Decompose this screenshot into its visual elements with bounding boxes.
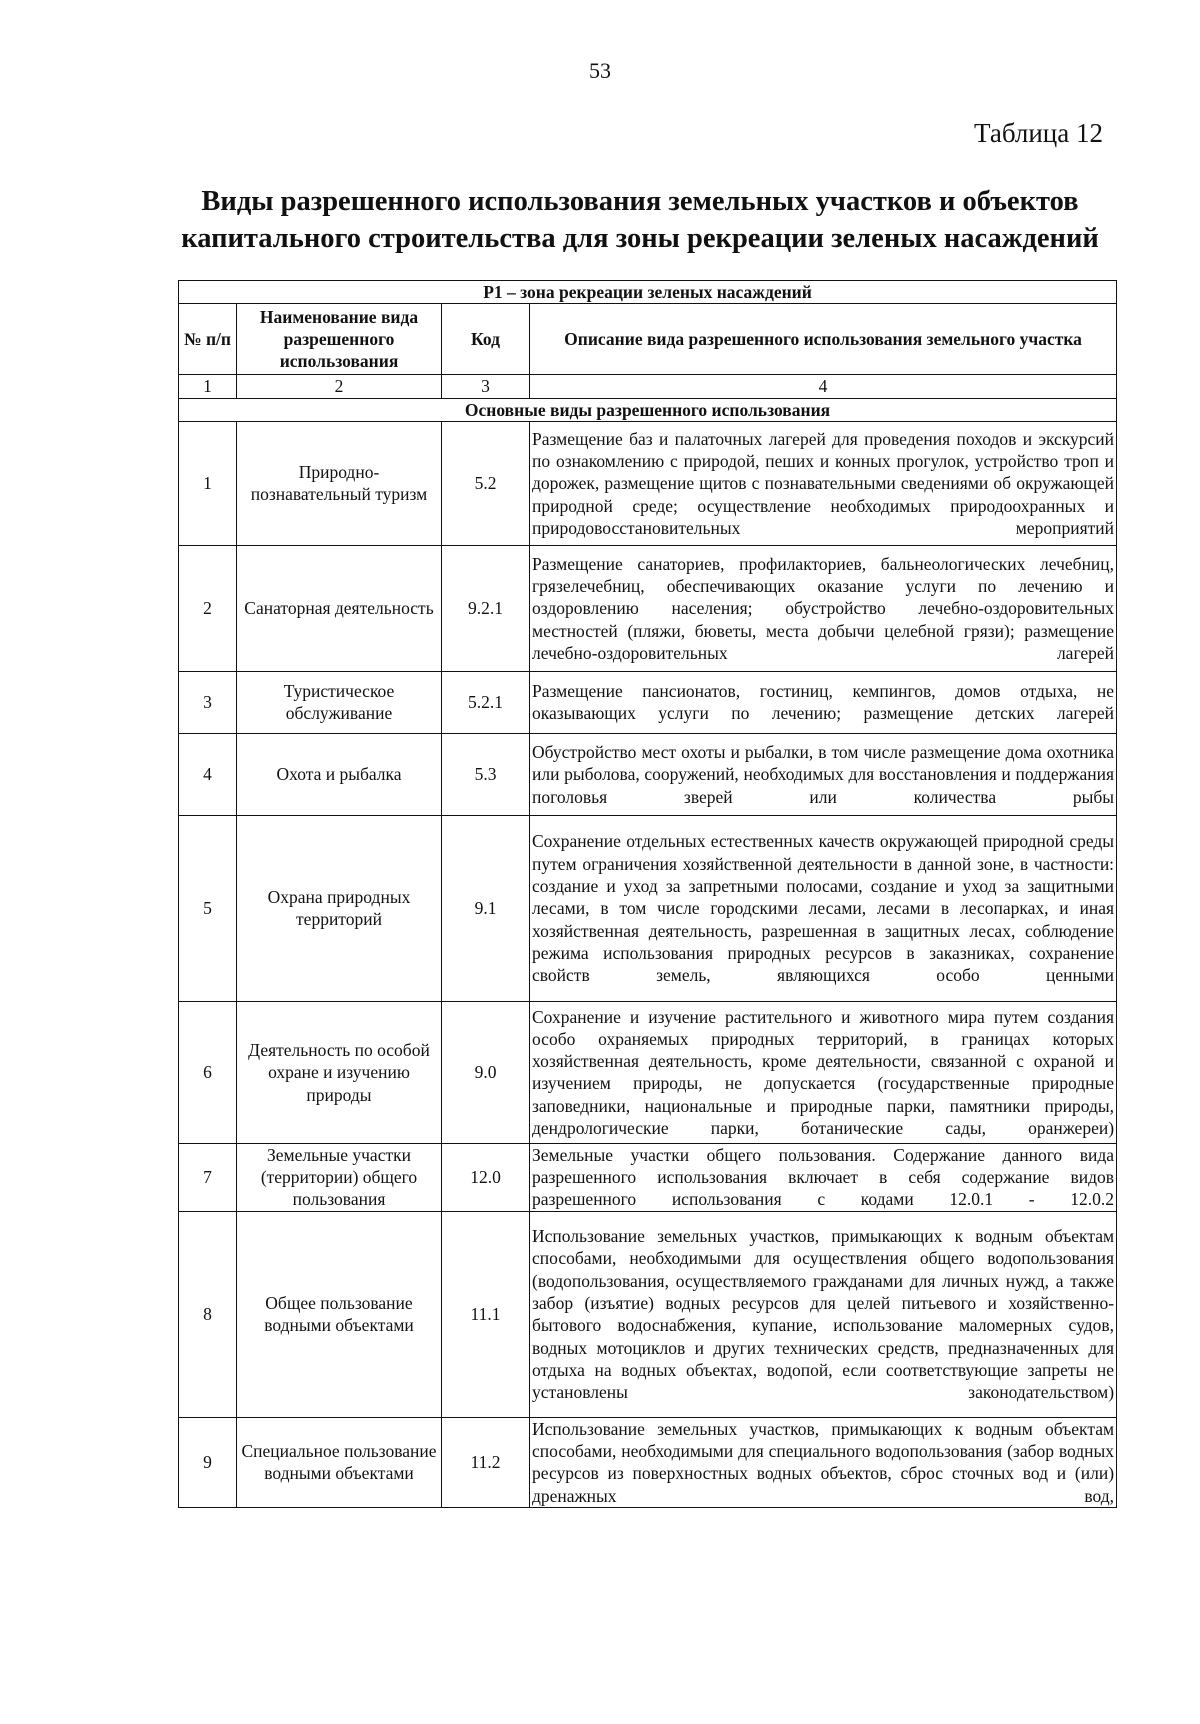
table-row [179, 545, 1117, 671]
page-number: 53 [589, 58, 611, 83]
use-type-code: 5.3 [442, 733, 530, 815]
use-type-description: Размещение пансионатов, гостиниц, кемпингов, домов отдыха, не оказывающих услуги по лечению; размещение детских лагерей [530, 671, 1117, 733]
row-number: 1 [179, 421, 237, 545]
header-name: Наименование вида разрешенного использования [237, 304, 442, 375]
use-type-description: Использование земельных участков, примыкающих к водным объектам способами, необходимыми для специального водопользования (забор водных ресурсов из поверхностных водных объектов, сброс сточных вод и (или) дренажных вод, [530, 1417, 1117, 1507]
use-type-name: Специальное пользование водными объектами [237, 1417, 442, 1507]
row-number: 5 [179, 815, 237, 1001]
use-type-name: Деятельность по особой охране и изучению природы [237, 1001, 442, 1143]
use-type-name: Охрана природных территорий [237, 815, 442, 1001]
use-type-code: 5.2 [442, 421, 530, 545]
use-type-code: 9.2.1 [442, 545, 530, 671]
table-row [179, 733, 1117, 815]
use-type-description: Размещение баз и палаточных лагерей для проведения походов и экскурсий по ознакомлению с природой, пеших и конных прогулок, устройство троп и дорожек, размещение щитов с познавательными сведениями об окружающей природной среде; осуществление необходимых природоохранных и природовосстановительных мероприятий [530, 421, 1117, 545]
row-number: 9 [179, 1417, 237, 1507]
use-type-name: Туристическое обслуживание [237, 671, 442, 733]
use-type-code: 11.1 [442, 1211, 530, 1417]
row-number: 8 [179, 1211, 237, 1417]
use-type-name: Общее пользование водными объектами [237, 1211, 442, 1417]
header-row [179, 304, 1117, 375]
title-line: Виды разрешенного использования земельных участков и объектов [201, 186, 1079, 217]
use-type-description: Сохранение отдельных естественных качеств окружающей природной среды путем ограничения хозяйственной деятельности в данной зоне, в частности: создание и уход за запретными полосами, создание и уход за защитными лесами, в том числе городскими лесами, лесами в лесопарках, и иная хозяйственная деятельность, разрешенная в защитных лесах, соблюдение режима использования природных ресурсов в заказниках, сохранение свойств земель, являющихся особо ценными [530, 815, 1117, 1001]
row-number: 3 [179, 671, 237, 733]
table-row [179, 815, 1117, 1001]
table-label: Таблица 12 [974, 118, 1103, 148]
use-type-code: 9.1 [442, 815, 530, 1001]
row-number: 7 [179, 1143, 237, 1211]
header-num: № п/п [179, 304, 237, 375]
row-number: 6 [179, 1001, 237, 1143]
table-row [179, 1143, 1117, 1211]
document-title [160, 183, 1120, 257]
use-type-description: Обустройство мест охоты и рыбалки, в том числе размещение дома охотника или рыболова, сооружений, необходимых для восстановления и поддержания поголовья зверей или количества рыбы [530, 733, 1117, 815]
row-number: 2 [179, 545, 237, 671]
use-type-code: 5.2.1 [442, 671, 530, 733]
column-number: 2 [237, 375, 442, 398]
table-row [179, 671, 1117, 733]
use-type-name: Санаторная деятельность [237, 545, 442, 671]
use-type-name: Земельные участки (территории) общего пользования [237, 1143, 442, 1211]
zone-title: Р1 – зона рекреации зеленых насаждений [179, 281, 1117, 304]
column-number: 1 [179, 375, 237, 398]
column-number: 3 [442, 375, 530, 398]
table-row [179, 1417, 1117, 1507]
section-title: Основные виды разрешенного использования [179, 398, 1117, 421]
table-row [179, 421, 1117, 545]
table-row [179, 1001, 1117, 1143]
use-type-code: 12.0 [442, 1143, 530, 1211]
use-type-description: Сохранение и изучение растительного и животного мира путем создания особо охраняемых природных территорий, в границах которых хозяйственная деятельность, кроме деятельности, связанной с охраной и изучением природы, не допускается (государственные природные заповедники, национальные и природные парки, памятники природы, дендрологические парки, ботанические сады, оранжереи) [530, 1001, 1117, 1143]
land-use-table [178, 280, 1117, 1508]
header-desc: Описание вида разрешенного использования земельного участка [530, 304, 1117, 375]
use-type-description: Земельные участки общего пользования. Содержание данного вида разрешенного использования включает в себя содержание видов разрешенного использования с кодами 12.0.1 - 12.0.2 [530, 1143, 1117, 1211]
use-type-description: Размещение санаториев, профилакториев, бальнеологических лечебниц, грязелечебниц, обеспечивающих оказание услуги по лечению и оздоровлению населения; обустройство лечебно-оздоровительных местностей (пляжи, бюветы, места добычи целебной грязи); размещение лечебно-оздоровительных лагерей [530, 545, 1117, 671]
header-code: Код [442, 304, 530, 375]
column-number: 4 [530, 375, 1117, 398]
use-type-description: Использование земельных участков, примыкающих к водным объектам способами, необходимыми для осуществления общего водопользования (водопользования, осуществляемого гражданами для личных нужд, а также забор (изъятие) водных ресурсов для целей питьевого и хозяйственно-бытового водоснабжения, купание, использование маломерных судов, водных мотоциклов и других технических средств, предназначенных для отдыха на водных объектах, водопой, если соответствующие запреты не установлены законодательством) [530, 1211, 1117, 1417]
use-type-code: 11.2 [442, 1417, 530, 1507]
column-number-row [179, 375, 1117, 398]
row-number: 4 [179, 733, 237, 815]
use-type-name: Охота и рыбалка [237, 733, 442, 815]
use-type-name: Природно-познавательный туризм [237, 421, 442, 545]
table-row [179, 1211, 1117, 1417]
title-line: капитального строительства для зоны рекреации зеленых насаждений [181, 223, 1099, 254]
use-type-code: 9.0 [442, 1001, 530, 1143]
